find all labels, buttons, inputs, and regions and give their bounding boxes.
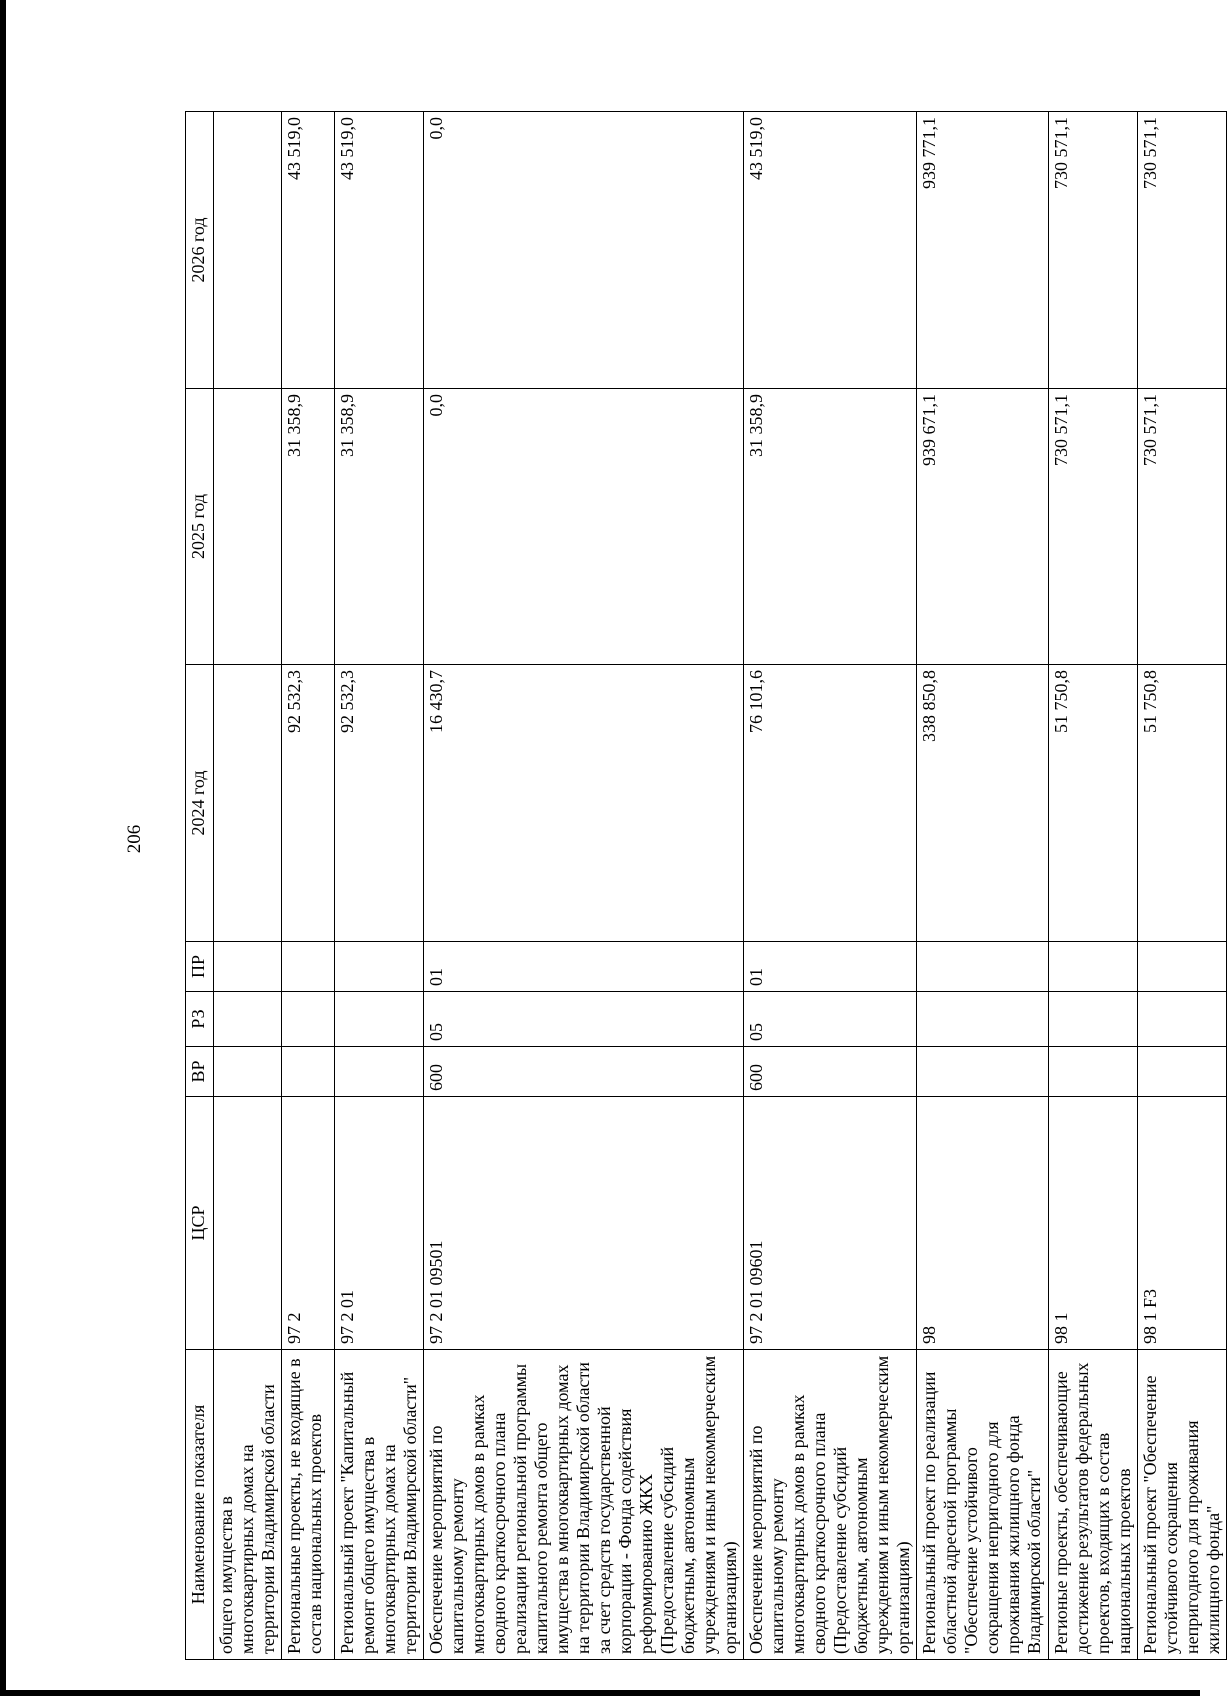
- row-rz: [214, 992, 282, 1047]
- row-2026: 43 519,0: [744, 112, 917, 389]
- row-vr: [335, 1047, 424, 1097]
- row-vr: 600: [424, 1047, 744, 1097]
- row-csr: 97 2 01 09501: [424, 1097, 744, 1350]
- row-csr: 97 2 01: [335, 1097, 424, 1350]
- row-2026: 43 519,0: [335, 112, 424, 389]
- row-rz: [1138, 992, 1227, 1047]
- header-name: Наименование показателя: [186, 1350, 214, 1660]
- row-pr: [1049, 942, 1138, 992]
- row-2025: 730 571,1: [1138, 389, 1227, 665]
- row-2024: 76 101,6: [744, 665, 917, 942]
- row-name: Обеспечение мероприятий по капитальному ремонту многоквартирных домов в рамках сводного краткосрочного плана реализации региональной программы капитального ремонта общего имущества в многоквартирных домах на территории Владимирской области за счет средств государственной корпорации - Фонда содействия реформированию ЖКХ (Предоставление субсидий бюджетным, автономным учреждениям и иным некоммерческим организациям): [424, 1350, 744, 1660]
- table-row: [282, 112, 335, 1660]
- row-name: Обеспечение мероприятий по капитальному ремонту многоквартирных домов в рамках сводного краткосрочного плана (Предоставление субсидий бюджетным, автономным учреждениям и иным некоммерческим организациям): [744, 1350, 917, 1660]
- row-2024: 338 850,8: [917, 665, 1049, 942]
- row-vr: 600: [744, 1047, 917, 1097]
- row-2024: 92 532,3: [282, 665, 335, 942]
- row-2025: 31 358,9: [282, 389, 335, 665]
- row-2026: 0,0: [424, 112, 744, 389]
- row-2024: 51 750,8: [1138, 665, 1227, 942]
- scan-left-edge: [0, 0, 6, 1696]
- row-name: общего имущества в многоквартирных домах на территории Владимирской области: [214, 1350, 282, 1660]
- row-2024: 92 532,3: [335, 665, 424, 942]
- header-vr: ВР: [186, 1047, 214, 1097]
- table-row: [1138, 112, 1227, 1660]
- table-row: [917, 112, 1049, 1660]
- scan-bottom-edge: [0, 1690, 1200, 1696]
- row-2025: 31 358,9: [744, 389, 917, 665]
- row-2025: 31 358,9: [335, 389, 424, 665]
- row-name: Региональный проект "Капитальный ремонт общего имущества в многоквартирных домах на территории Владимирской области": [335, 1350, 424, 1660]
- row-rz: [1049, 992, 1138, 1047]
- header-csr: ЦСР: [186, 1097, 214, 1350]
- row-rz: 05: [424, 992, 744, 1047]
- row-2025: 939 671,1: [917, 389, 1049, 665]
- row-name: Регионые проекты, обеспечивающие достижение результатов федеральных проектов, входящих в состав национальных проектов: [1049, 1350, 1138, 1660]
- row-2026: 939 771,1: [917, 112, 1049, 389]
- row-csr: 98: [917, 1097, 1049, 1350]
- row-2024: 16 430,7: [424, 665, 744, 942]
- table-row: [214, 112, 282, 1660]
- table-row: [424, 112, 744, 1660]
- row-2025: 0,0: [424, 389, 744, 665]
- row-2026: 730 571,1: [1049, 112, 1138, 389]
- row-rz: 05: [744, 992, 917, 1047]
- row-pr: 01: [424, 942, 744, 992]
- rotated-table-container: [185, 112, 1223, 1660]
- header-rz: РЗ: [186, 992, 214, 1047]
- row-pr: [1138, 942, 1227, 992]
- row-rz: [282, 992, 335, 1047]
- table-row: [1049, 112, 1138, 1660]
- row-vr: [214, 1047, 282, 1097]
- row-2025: [214, 389, 282, 665]
- table-header-row: [186, 112, 214, 1660]
- row-csr: 98 1: [1049, 1097, 1138, 1350]
- row-pr: 01: [744, 942, 917, 992]
- budget-table: [185, 111, 1227, 1660]
- row-pr: [214, 942, 282, 992]
- row-vr: [1049, 1047, 1138, 1097]
- row-2026: 43 519,0: [282, 112, 335, 389]
- page-number: 206: [124, 824, 145, 854]
- row-vr: [917, 1047, 1049, 1097]
- row-pr: [282, 942, 335, 992]
- header-pr: ПР: [186, 942, 214, 992]
- row-csr: 97 2 01 09601: [744, 1097, 917, 1350]
- header-2025: 2025 год: [186, 389, 214, 665]
- table-row: [744, 112, 917, 1660]
- row-csr: [214, 1097, 282, 1350]
- row-pr: [335, 942, 424, 992]
- row-name: Региональные проекты, не входящие в состав национальных проектов: [282, 1350, 335, 1660]
- row-2024: 51 750,8: [1049, 665, 1138, 942]
- row-name: Региональный проект по реализации областной адресной программы "Обеспечение устойчивого сокращения непригодного для проживания жилищного фонда Владимирской области": [917, 1350, 1049, 1660]
- row-pr: [917, 942, 1049, 992]
- row-csr: 97 2: [282, 1097, 335, 1350]
- header-2024: 2024 год: [186, 665, 214, 942]
- row-vr: [282, 1047, 335, 1097]
- header-2026: 2026 год: [186, 112, 214, 389]
- row-csr: 98 1 F3: [1138, 1097, 1227, 1350]
- row-rz: [917, 992, 1049, 1047]
- row-vr: [1138, 1047, 1227, 1097]
- row-2025: 730 571,1: [1049, 389, 1138, 665]
- row-rz: [335, 992, 424, 1047]
- row-2024: [214, 665, 282, 942]
- table-row: [335, 112, 424, 1660]
- row-2026: [214, 112, 282, 389]
- row-2026: 730 571,1: [1138, 112, 1227, 389]
- row-name: Региональный проект "Обеспечение устойчивого сокращения непригодного для проживания жилищного фонда": [1138, 1350, 1227, 1660]
